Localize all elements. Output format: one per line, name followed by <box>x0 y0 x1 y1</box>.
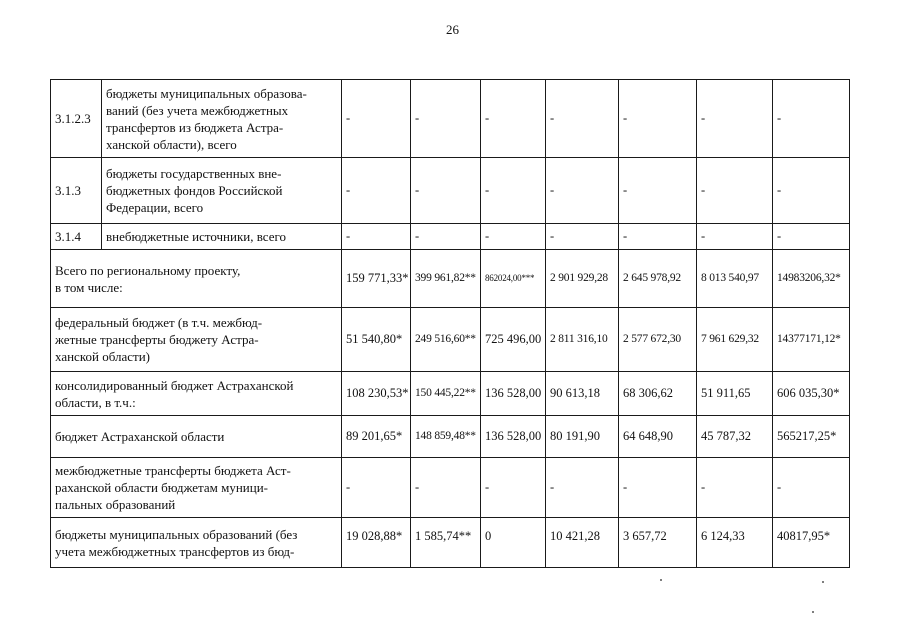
value-cell: 64 648,90 <box>619 416 697 458</box>
value-cell: - <box>619 458 697 518</box>
value-cell: - <box>773 458 850 518</box>
value-cell: 68 306,62 <box>619 372 697 416</box>
value-cell: 159 771,33* <box>342 250 411 308</box>
value-cell: 2 901 929,28 <box>546 250 619 308</box>
value-cell: - <box>773 80 850 158</box>
value-cell: 40817,95* <box>773 518 850 568</box>
value-cell: - <box>546 224 619 250</box>
value-cell: - <box>342 80 411 158</box>
page-number: 26 <box>446 22 459 37</box>
value-cell: 51 540,80* <box>342 308 411 372</box>
value-cell: 565217,25* <box>773 416 850 458</box>
value-cell: - <box>619 224 697 250</box>
value-cell: - <box>546 158 619 224</box>
value-cell: - <box>481 80 546 158</box>
row-code: 3.1.2.3 <box>51 80 102 158</box>
table-row <box>51 158 850 224</box>
value-cell: 108 230,53* <box>342 372 411 416</box>
value-cell: - <box>342 458 411 518</box>
value-cell: 14983206,32* <box>773 250 850 308</box>
value-cell: 45 787,32 <box>697 416 773 458</box>
scan-speck <box>822 581 824 583</box>
value-cell: 2 811 316,10 <box>546 308 619 372</box>
value-cell: 725 496,00 <box>481 308 546 372</box>
row-label: внебюджетные источники, всего <box>102 224 342 250</box>
value-cell: - <box>481 458 546 518</box>
value-cell: 90 613,18 <box>546 372 619 416</box>
table-row <box>51 308 850 372</box>
value-cell: - <box>411 224 481 250</box>
value-cell: - <box>773 224 850 250</box>
value-cell: - <box>481 158 546 224</box>
table-row <box>51 250 850 308</box>
value-cell: 80 191,90 <box>546 416 619 458</box>
value-cell: 862024,00*** <box>481 250 546 308</box>
row-label: бюджет Астраханской области <box>51 416 342 458</box>
value-cell: - <box>773 158 850 224</box>
row-code: 3.1.4 <box>51 224 102 250</box>
value-cell: 14377171,12* <box>773 308 850 372</box>
table-row <box>51 80 850 158</box>
value-cell: 150 445,22** <box>411 372 481 416</box>
value-cell: 0 <box>481 518 546 568</box>
value-cell: 148 859,48** <box>411 416 481 458</box>
row-label: консолидированный бюджет Астраханской области, в т.ч.: <box>51 372 342 416</box>
row-label: бюджеты государственных вне- бюджетных фондов Российской Федерации, всего <box>102 158 342 224</box>
row-label: Всего по региональному проекту, в том числе: <box>51 250 342 308</box>
value-cell: - <box>546 458 619 518</box>
row-label: федеральный бюджет (в т.ч. межбюд- жетные трансферты бюджету Астра- ханской области) <box>51 308 342 372</box>
value-cell: - <box>619 158 697 224</box>
row-code: 3.1.3 <box>51 158 102 224</box>
value-cell: 3 657,72 <box>619 518 697 568</box>
table-row <box>51 372 850 416</box>
value-cell: 51 911,65 <box>697 372 773 416</box>
value-cell: 136 528,00 <box>481 416 546 458</box>
value-cell: 249 516,60** <box>411 308 481 372</box>
value-cell: 89 201,65* <box>342 416 411 458</box>
value-cell: 399 961,82** <box>411 250 481 308</box>
value-cell: 606 035,30* <box>773 372 850 416</box>
value-cell: - <box>481 224 546 250</box>
value-cell: 136 528,00 <box>481 372 546 416</box>
table-row <box>51 458 850 518</box>
value-cell: 2 645 978,92 <box>619 250 697 308</box>
table-row <box>51 518 850 568</box>
row-label: бюджеты муниципальных образова- ваний (без учета межбюджетных трансфертов из бюджета Астра- ханской области), всего <box>102 80 342 158</box>
value-cell: - <box>546 80 619 158</box>
scan-speck <box>812 611 814 613</box>
budget-table <box>50 79 850 568</box>
value-cell: 6 124,33 <box>697 518 773 568</box>
value-cell: 7 961 629,32 <box>697 308 773 372</box>
scan-speck <box>660 579 662 581</box>
value-cell: - <box>697 80 773 158</box>
value-cell: 10 421,28 <box>546 518 619 568</box>
table-row <box>51 224 850 250</box>
row-label: межбюджетные трансферты бюджета Аст- раханской области бюджетам муници- пальных образований <box>51 458 342 518</box>
value-cell: - <box>619 80 697 158</box>
value-cell: - <box>411 158 481 224</box>
table-row <box>51 416 850 458</box>
value-cell: - <box>697 224 773 250</box>
value-cell: - <box>411 80 481 158</box>
value-cell: - <box>342 224 411 250</box>
value-cell: - <box>697 158 773 224</box>
value-cell: - <box>411 458 481 518</box>
value-cell: 8 013 540,97 <box>697 250 773 308</box>
value-cell: - <box>697 458 773 518</box>
value-cell: 19 028,88* <box>342 518 411 568</box>
row-label: бюджеты муниципальных образований (без учета межбюджетных трансфертов из бюд- <box>51 518 342 568</box>
value-cell: 1 585,74** <box>411 518 481 568</box>
value-cell: - <box>342 158 411 224</box>
value-cell: 2 577 672,30 <box>619 308 697 372</box>
